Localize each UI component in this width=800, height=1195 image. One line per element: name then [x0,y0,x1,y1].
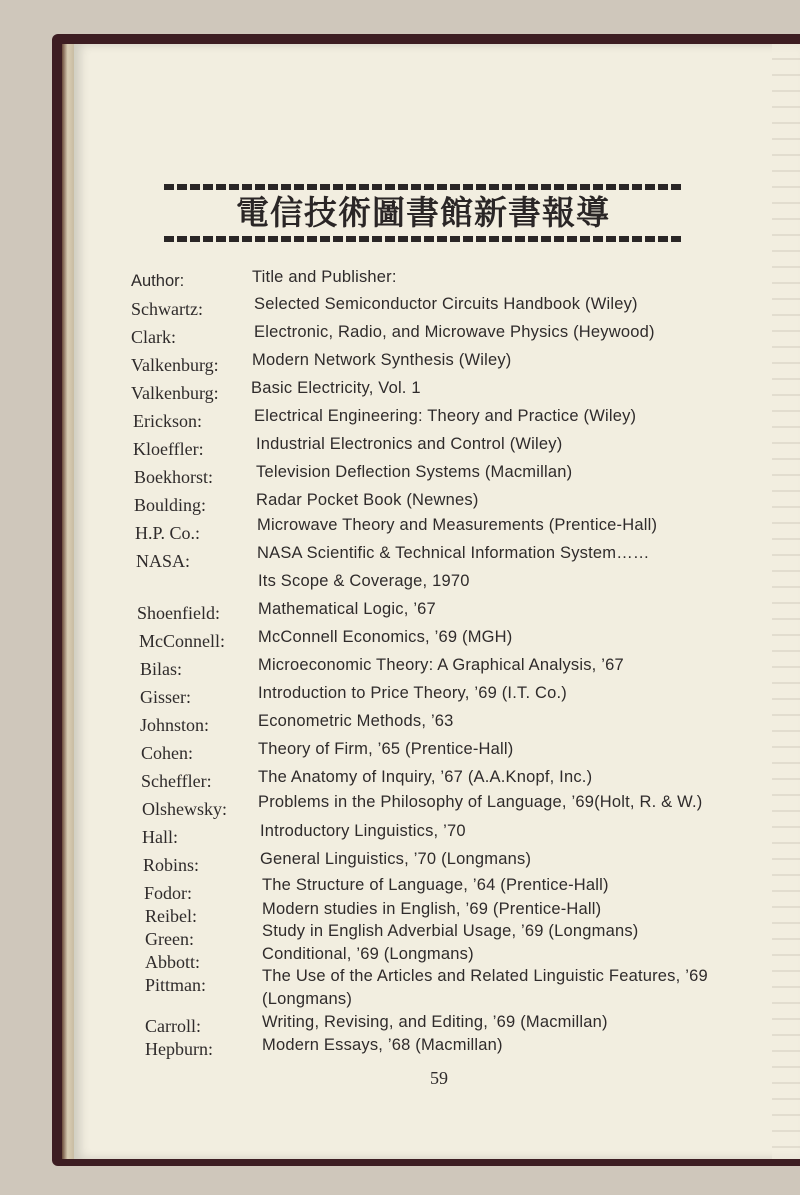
entry-author: Boulding: [134,495,207,515]
entry-author: Valkenburg: [131,383,219,403]
entry-author: Erickson: [133,411,202,431]
entry-title: The Anatomy of Inquiry, ’67 (A.A.Knopf, Inc.) [258,768,593,786]
entry-title: Microeconomic Theory: A Graphical Analysis, ’67 [258,656,624,674]
entry-author: Carroll: [145,1016,201,1036]
entry-author: Hall: [142,827,178,847]
entry-title: Conditional, ’69 (Longmans) [262,945,474,963]
entry-author: Kloeffler: [133,439,204,459]
entry-title: The Structure of Language, ’64 (Prentice-Hall) [262,876,609,894]
entry-author: Shoenfield: [137,603,220,623]
entry-title: McConnell Economics, ’69 (MGH) [258,628,513,646]
entry-author: Bilas: [140,659,183,679]
page-header [164,184,682,244]
entry-author: Olshewsky: [142,799,227,819]
entry-author: Green: [145,929,194,949]
entry-title: General Linguistics, ’70 (Longmans) [260,850,532,868]
entry-title: Theory of Firm, ’65 (Prentice-Hall) [258,740,514,758]
entry-title: Its Scope & Coverage, 1970 [258,572,470,590]
entry-title: Econometric Methods, ’63 [258,712,454,730]
entry-author: Gisser: [140,687,191,707]
entry-author: H.P. Co.: [135,523,201,543]
facing-page-strip [772,44,800,1159]
entry-title: Selected Semiconductor Circuits Handbook (Wiley) [254,295,638,313]
column-header-author: Author: [131,272,185,290]
entry-title: Electrical Engineering: Theory and Practice (Wiley) [254,407,637,425]
page-title: 電信技術圖書館新書報導 [236,193,610,232]
entry-title: Radar Pocket Book (Newnes) [256,491,479,509]
entry-title: Television Deflection Systems (Macmillan) [256,463,573,481]
entry-title: Modern Essays, ’68 (Macmillan) [262,1036,503,1054]
entry-author: Valkenburg: [131,355,219,375]
entry-author: Johnston: [140,715,210,735]
entry-title: The Use of the Articles and Related Linguistic Features, ’69 [262,967,708,985]
entry-author: Clark: [131,327,176,347]
entry-author: Hepburn: [145,1039,213,1059]
entry-author: Robins: [143,855,200,875]
entry-title: Study in English Adverbial Usage, ’69 (Longmans) [262,922,639,940]
entry-title: Modern studies in English, ’69 (Prentice-Hall) [262,900,602,918]
entry-title: Electronic, Radio, and Microwave Physics (Heywood) [254,323,655,341]
entry-title: (Longmans) [262,990,353,1008]
entry-author: Schwartz: [131,299,203,319]
header-bottom-rule [164,236,682,242]
entry-title: Problems in the Philosophy of Language, ’69(Holt, R. & W.) [258,793,703,811]
page-number: 59 [430,1068,448,1088]
entry-title: Mathematical Logic, ’67 [258,600,436,618]
entry-author: Fodor: [144,883,193,903]
entry-title: Introductory Linguistics, ’70 [260,822,466,840]
entry-author: McConnell: [139,631,225,651]
entry-title: Basic Electricity, Vol. 1 [251,379,421,397]
entry-author: Reibel: [145,906,197,926]
entry-author: Pittman: [145,975,207,995]
entry-title: Microwave Theory and Measurements (Prentice-Hall) [257,516,658,534]
entry-title: Introduction to Price Theory, ’69 (I.T. Co.) [258,684,567,702]
entry-author: Boekhorst: [134,467,213,487]
entry-author: Scheffler: [141,771,212,791]
entry-author: Abbott: [145,952,201,972]
entry-title: Modern Network Synthesis (Wiley) [252,351,512,369]
entry-author: Cohen: [141,743,193,763]
entry-title: Industrial Electronics and Control (Wiley) [256,435,563,453]
column-header-title: Title and Publisher: [252,268,397,286]
entry-author: NASA: [136,551,191,571]
entry-title: Writing, Revising, and Editing, ’69 (Macmillan) [262,1013,608,1031]
entry-title: NASA Scientific & Technical Information System…… [257,544,650,562]
